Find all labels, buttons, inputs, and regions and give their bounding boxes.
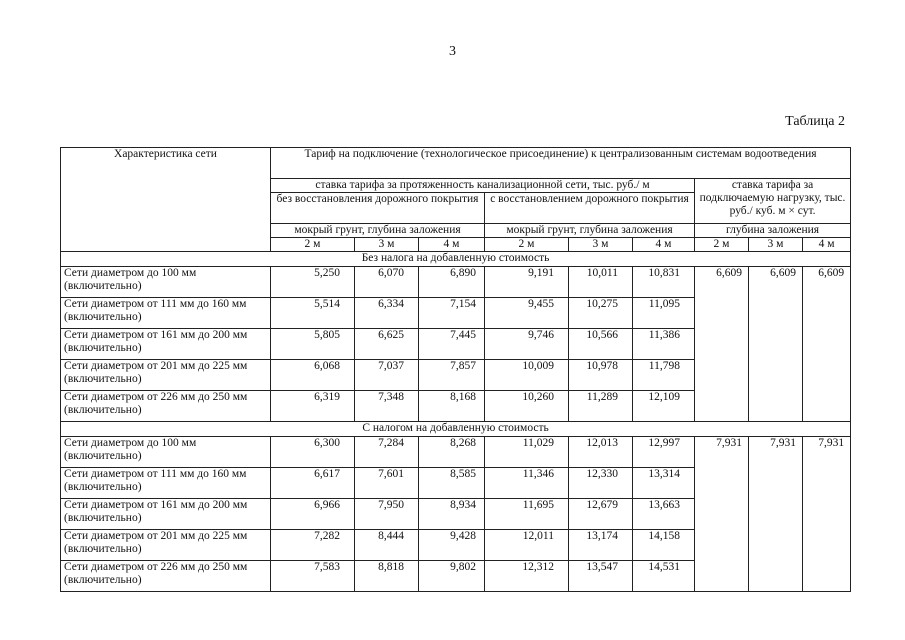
network-diameter-label: Сети диаметром от 161 мм до 200 мм (включительно) — [61, 329, 271, 360]
network-diameter-label: Сети диаметром от 201 мм до 225 мм (включительно) — [61, 530, 271, 561]
tariff-value-cell: 12,011 — [485, 530, 569, 561]
tariff-value-cell: 5,250 — [271, 267, 355, 298]
tariff-table — [60, 147, 851, 592]
network-diameter-label: Сети диаметром до 100 мм (включительно) — [61, 437, 271, 468]
tariff-value-cell: 10,831 — [633, 267, 695, 298]
wet-soil-depth-header: мокрый грунт, глубина заложения — [271, 224, 485, 238]
tariff-value-cell: 12,330 — [569, 468, 633, 499]
tariff-value-cell: 8,818 — [355, 561, 419, 592]
table-row — [61, 437, 851, 468]
tariff-value-cell: 6,070 — [355, 267, 419, 298]
tariff-value-cell: 6,068 — [271, 360, 355, 391]
tariff-value-cell: 11,029 — [485, 437, 569, 468]
section-title: С налогом на добавленную стоимость — [61, 422, 851, 437]
tariff-value-cell: 6,966 — [271, 499, 355, 530]
table-caption: Таблица 2 — [785, 114, 845, 129]
tariff-value-cell: 5,805 — [271, 329, 355, 360]
network-diameter-label: Сети диаметром от 111 мм до 160 мм (включительно) — [61, 468, 271, 499]
tariff-value-cell: 7,284 — [355, 437, 419, 468]
tariff-value-cell: 12,109 — [633, 391, 695, 422]
tariff-value-cell: 11,289 — [569, 391, 633, 422]
tariff-value-cell: 14,158 — [633, 530, 695, 561]
wet-soil-depth-header: мокрый грунт, глубина заложения — [485, 224, 695, 238]
depth-header-cell: 4 м — [803, 238, 851, 252]
tariff-value-cell: 7,348 — [355, 391, 419, 422]
tariff-value-cell: 10,011 — [569, 267, 633, 298]
tariff-value-cell: 12,013 — [569, 437, 633, 468]
tariff-value-cell: 10,978 — [569, 360, 633, 391]
network-diameter-label: Сети диаметром от 226 мм до 250 мм (включительно) — [61, 391, 271, 422]
tariff-value-cell: 10,275 — [569, 298, 633, 329]
length-rate-header: ставка тарифа за протяженность канализационной сети, тыс. руб./ м — [271, 179, 695, 193]
tariff-value-cell: 7,857 — [419, 360, 485, 391]
depth-header-cell: 3 м — [569, 238, 633, 252]
tariff-value-cell: 7,583 — [271, 561, 355, 592]
tariff-main-title: Тариф на подключение (технологическое присоединение) к централизованным системам водоотведения — [271, 148, 851, 179]
tariff-value-cell: 7,445 — [419, 329, 485, 360]
tariff-value-cell: 10,566 — [569, 329, 633, 360]
load-rate-value-cell: 6,609 — [749, 267, 803, 422]
tariff-value-cell: 7,037 — [355, 360, 419, 391]
tariff-value-cell: 6,319 — [271, 391, 355, 422]
tariff-value-cell: 13,663 — [633, 499, 695, 530]
tariff-value-cell: 10,260 — [485, 391, 569, 422]
tariff-value-cell: 12,997 — [633, 437, 695, 468]
section-row — [61, 422, 851, 437]
tariff-value-cell: 11,095 — [633, 298, 695, 329]
page-number: 3 — [449, 44, 456, 59]
load-rate-value-cell: 7,931 — [695, 437, 749, 592]
tariff-value-cell: 11,695 — [485, 499, 569, 530]
network-diameter-label: Сети диаметром от 226 мм до 250 мм (включительно) — [61, 561, 271, 592]
tariff-value-cell: 6,617 — [271, 468, 355, 499]
network-diameter-label: Сети диаметром до 100 мм (включительно) — [61, 267, 271, 298]
network-diameter-label: Сети диаметром от 201 мм до 225 мм (включительно) — [61, 360, 271, 391]
tariff-value-cell: 6,334 — [355, 298, 419, 329]
load-rate-value-cell: 7,931 — [749, 437, 803, 592]
tariff-value-cell: 9,746 — [485, 329, 569, 360]
tariff-value-cell: 10,009 — [485, 360, 569, 391]
tariff-value-cell: 7,950 — [355, 499, 419, 530]
tariff-value-cell: 7,601 — [355, 468, 419, 499]
depth-header-cell: 4 м — [633, 238, 695, 252]
tariff-value-cell: 8,934 — [419, 499, 485, 530]
depth-header-cell: 3 м — [749, 238, 803, 252]
tariff-value-cell: 6,625 — [355, 329, 419, 360]
tariff-value-cell: 8,585 — [419, 468, 485, 499]
with-restoration-header: с восстановлением дорожного покрытия — [485, 193, 695, 224]
tariff-value-cell: 11,346 — [485, 468, 569, 499]
depth-label-header: глубина заложения — [695, 224, 851, 238]
tariff-value-cell: 13,174 — [569, 530, 633, 561]
tariff-value-cell: 14,531 — [633, 561, 695, 592]
tariff-value-cell: 5,514 — [271, 298, 355, 329]
tariff-value-cell: 7,154 — [419, 298, 485, 329]
network-characteristic-header: Характеристика сети — [61, 148, 271, 252]
table-row — [61, 267, 851, 298]
load-rate-value-cell: 6,609 — [695, 267, 749, 422]
load-rate-value-cell: 7,931 — [803, 437, 851, 592]
tariff-value-cell: 12,312 — [485, 561, 569, 592]
tariff-value-cell: 9,455 — [485, 298, 569, 329]
section-title: Без налога на добавленную стоимость — [61, 252, 851, 267]
tariff-value-cell: 6,890 — [419, 267, 485, 298]
tariff-value-cell: 13,314 — [633, 468, 695, 499]
tariff-value-cell: 12,679 — [569, 499, 633, 530]
depth-header-cell: 4 м — [419, 238, 485, 252]
load-rate-header: ставка тарифа за подключаемую нагрузку, тыс. руб./ куб. м × сут. — [695, 179, 851, 224]
load-rate-value-cell: 6,609 — [803, 267, 851, 422]
section-row — [61, 252, 851, 267]
depth-header-cell: 2 м — [695, 238, 749, 252]
depth-header-cell: 3 м — [355, 238, 419, 252]
tariff-value-cell: 11,798 — [633, 360, 695, 391]
network-diameter-label: Сети диаметром от 161 мм до 200 мм (включительно) — [61, 499, 271, 530]
without-restoration-header: без восстановления дорожного покрытия — [271, 193, 485, 224]
tariff-value-cell: 8,268 — [419, 437, 485, 468]
tariff-value-cell: 8,444 — [355, 530, 419, 561]
tariff-value-cell: 9,802 — [419, 561, 485, 592]
depth-header-cell: 2 м — [271, 238, 355, 252]
tariff-value-cell: 8,168 — [419, 391, 485, 422]
tariff-value-cell: 9,428 — [419, 530, 485, 561]
tariff-value-cell: 11,386 — [633, 329, 695, 360]
depth-header-cell: 2 м — [485, 238, 569, 252]
tariff-value-cell: 7,282 — [271, 530, 355, 561]
tariff-value-cell: 6,300 — [271, 437, 355, 468]
tariff-value-cell: 13,547 — [569, 561, 633, 592]
network-diameter-label: Сети диаметром от 111 мм до 160 мм (включительно) — [61, 298, 271, 329]
tariff-value-cell: 9,191 — [485, 267, 569, 298]
